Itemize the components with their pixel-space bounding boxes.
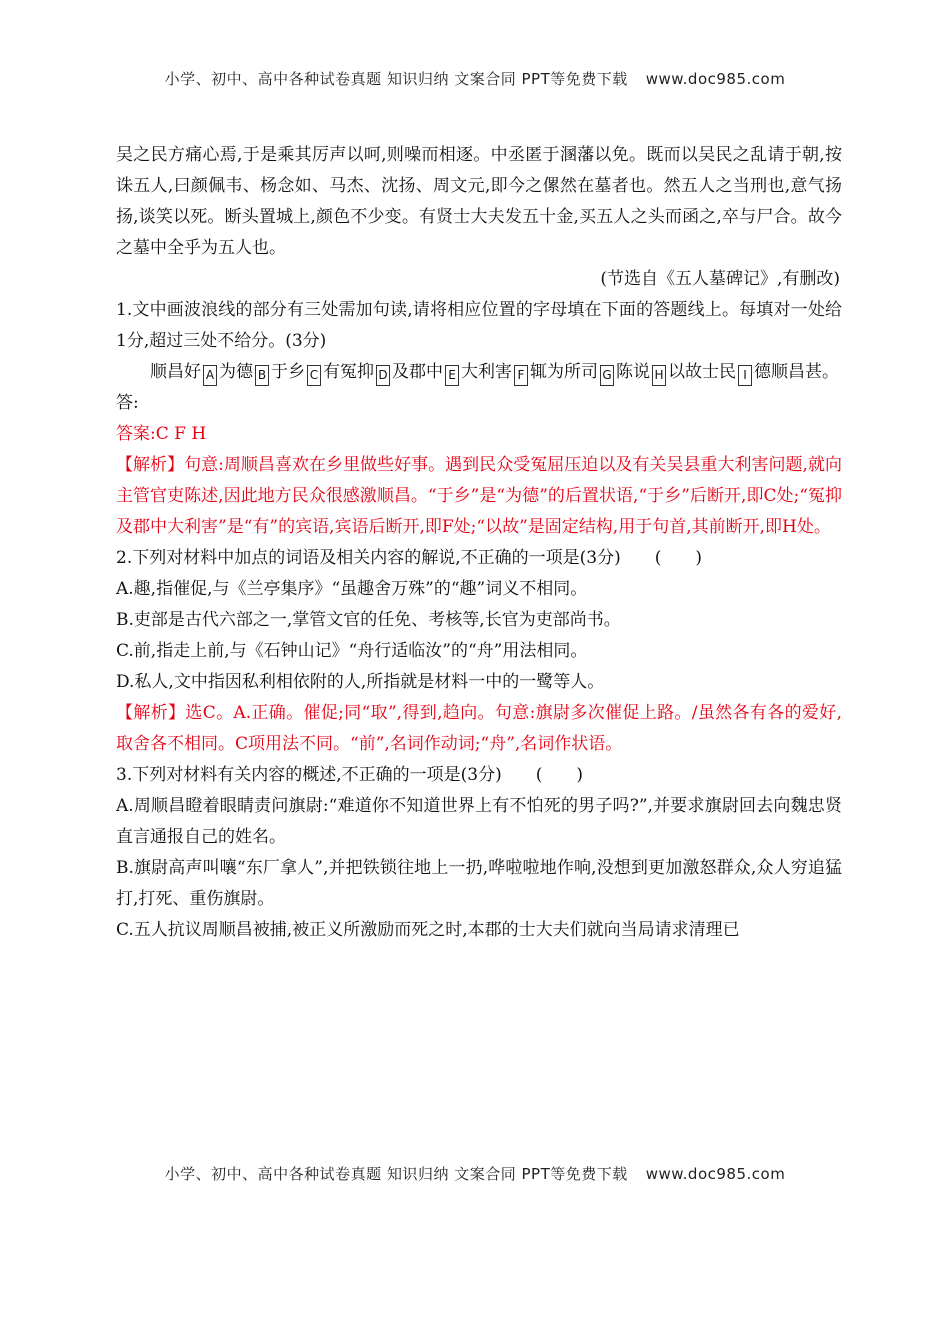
q1-answer: 答案:C F H: [116, 424, 207, 444]
q2-analysis: [116, 698, 842, 760]
break-marker-f: F: [514, 365, 528, 386]
q1-stem: 1.文中画波浪线的部分有三处需加句读,请将相应位置的字母填在下面的答题线上。每填对一处给1分,超过三处不给分。(3分): [116, 300, 842, 351]
sentence-segment: 为德: [219, 362, 253, 382]
sentence-segment: 辄为所司: [530, 362, 598, 382]
break-marker-d: D: [376, 365, 390, 386]
q2-option-b: B.吏部是古代六部之一,掌管文官的任免、考核等,长官为吏部尚书。: [116, 610, 621, 630]
break-marker-g: G: [600, 365, 614, 386]
sentence-segment: 以故士民: [668, 362, 736, 382]
q3-option-b: B.旗尉高声叫嚷“东厂拿人”,并把铁锁往地上一扔,哗啦啦地作响,没想到更加激怒群众,众人穷追猛打,打死、重伤旗尉。: [116, 858, 842, 909]
sentence-segment: 大利害: [461, 362, 512, 382]
break-marker-i: I: [738, 365, 752, 386]
break-marker-e: E: [445, 365, 459, 386]
sentence-segment: 陈说: [616, 362, 650, 382]
q1-answer-prompt: 答:: [116, 393, 139, 413]
q2-option-d: D.私人,文中指因私利相依附的人,所指就是材料一中的一鹭等人。: [116, 672, 605, 692]
sentence-segment: 德顺昌甚。: [754, 362, 839, 382]
break-marker-a: A: [203, 365, 217, 386]
q1-analysis: [116, 450, 842, 543]
break-marker-h: H: [652, 365, 666, 386]
q3-stem: 3.下列对材料有关内容的概述,不正确的一项是(3分) ( ): [116, 765, 583, 785]
footer-text: 小学、初中、高中各种试卷真题 知识归纳 文案合同 PPT等免费下载: [164, 1165, 628, 1183]
sentence-segment: 于乡: [271, 362, 305, 382]
page-footer: [0, 1163, 950, 1184]
break-marker-c: C: [307, 365, 321, 386]
break-marker-b: B: [255, 365, 269, 386]
q2-option-c: C.前,指走上前,与《石钟山记》“舟行适临汝”的“舟”用法相同。: [116, 641, 588, 661]
analysis-text: 选C。A.正确。催促;同“取”,得到,趋向。句意:旗尉多次催促上路。/虽然各有各的爱好,取舍各不相同。C项用法不同。“前”,名词作动词;“舟”,名词作状语。: [116, 703, 843, 754]
sentence-segment: 顺昌好: [150, 362, 201, 382]
page-header: [0, 68, 950, 89]
passage-text: 吴之民方痛心焉,于是乘其厉声以呵,则噪而相逐。中丞匿于溷藩以免。既而以吴民之乱请于朝,按诛五人,曰颜佩韦、杨念如、马杰、沈扬、周文元,即今之傫然在墓者也。然五人之当刑也,意气扬扬,谈笑以死。断头置城上,颜色不少变。有贤士大夫发五十金,买五人之头而函之,卒与尸合。故今之墓中全乎为五人也。: [116, 145, 842, 258]
header-url[interactable]: www.doc985.com: [645, 70, 786, 88]
q3-option-c: C.五人抗议周顺昌被捕,被正义所激励而死之时,本郡的士大夫们就向当局请求清理已: [116, 920, 740, 940]
analysis-tag: 【解析】: [116, 455, 185, 475]
analysis-text: 句意:周顺昌喜欢在乡里做些好事。遇到民众受冤屈压迫以及有关吴县重大利害问题,就向主管官吏陈述,因此地方民众很感激顺昌。“于乡”是“为德”的后置状语,“于乡”后断开,即C处;“冤抑及郡中大利害”是“有”的宾语,宾语后断开,即F处;“以故”是固定结构,用于句首,其前断开,即H处。: [116, 455, 843, 537]
sentence-segment: 有冤抑: [323, 362, 374, 382]
q2-option-a: A.趣,指催促,与《兰亭集序》“虽趣舍万殊”的“趣”词义不相同。: [116, 579, 588, 599]
q1-sentence: [116, 357, 842, 388]
footer-url[interactable]: www.doc985.com: [645, 1165, 786, 1183]
header-text: 小学、初中、高中各种试卷真题 知识归纳 文案合同 PPT等免费下载: [164, 70, 628, 88]
sentence-segment: 及郡中: [392, 362, 443, 382]
analysis-tag: 【解析】: [116, 703, 186, 723]
q3-option-a: A.周顺昌瞪着眼睛责问旗尉:“难道你不知道世界上有不怕死的男子吗?”,并要求旗尉回去向魏忠贤直言通报自己的姓名。: [116, 796, 842, 847]
q2-stem: 2.下列对材料中加点的词语及相关内容的解说,不正确的一项是(3分) ( ): [116, 548, 702, 568]
passage-source: (节选自《五人墓碑记》,有删改): [600, 269, 840, 289]
document-body: [116, 140, 842, 946]
